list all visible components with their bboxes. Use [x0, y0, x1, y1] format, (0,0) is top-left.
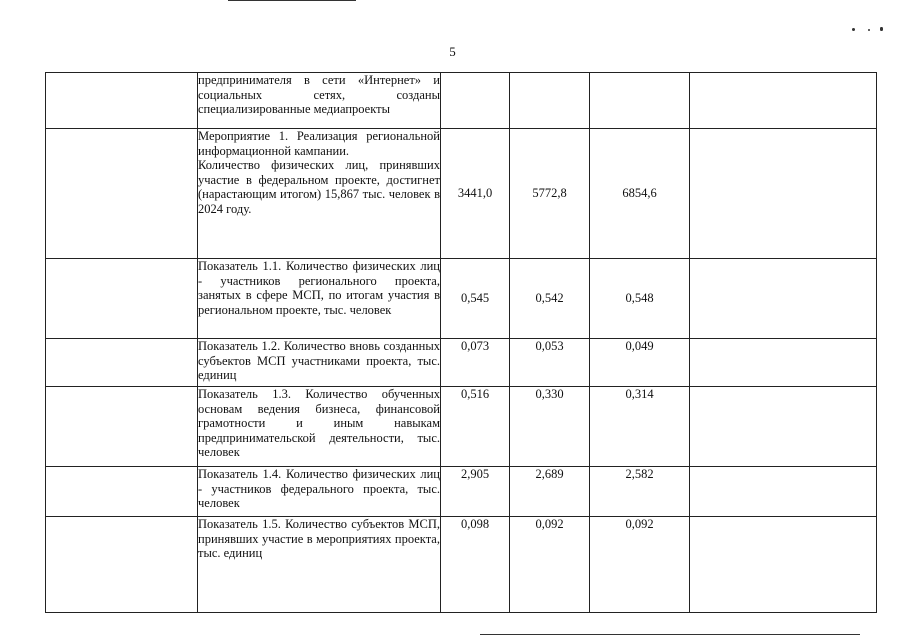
- empty-cell: [46, 73, 198, 129]
- value-cell: 0,314: [590, 387, 690, 467]
- row-description: Показатель 1.2. Количество вновь созданных субъектов МСП участниками проекта, тыс. единиц: [198, 339, 441, 387]
- value-cell: 3441,0: [441, 129, 510, 259]
- scan-dot: [852, 28, 855, 31]
- value-cell: 0,073: [441, 339, 510, 387]
- value-cell: 0,548: [590, 259, 690, 339]
- value-cell: 0,053: [510, 339, 590, 387]
- empty-cell: [46, 387, 198, 467]
- budget-table: [45, 72, 877, 613]
- value-cell: 0,092: [590, 517, 690, 613]
- table-row: [46, 339, 877, 387]
- value-cell: 6854,6: [590, 129, 690, 259]
- scan-dot: [868, 29, 870, 31]
- empty-cell: [690, 467, 877, 517]
- value-cell: [590, 73, 690, 129]
- empty-cell: [690, 387, 877, 467]
- row-description: предпринимателя в сети «Интернет» и социальных сетях, созданы специализированные медиапроекты: [198, 73, 441, 129]
- value-cell: [441, 73, 510, 129]
- value-cell: 0,516: [441, 387, 510, 467]
- event-target: Количество физических лиц, принявших участие в федеральном проекте, достигнет (нарастающим итогом) 15,867 тыс. человек в 2024 году.: [198, 158, 440, 216]
- row-description: [198, 129, 441, 259]
- table-row: [46, 129, 877, 259]
- empty-cell: [46, 259, 198, 339]
- value-cell: 0,542: [510, 259, 590, 339]
- table-row: [46, 259, 877, 339]
- row-description: Показатель 1.4. Количество физических лиц - участников федерального проекта, тыс. человек: [198, 467, 441, 517]
- value-cell: 0,049: [590, 339, 690, 387]
- empty-cell: [46, 517, 198, 613]
- table-row: [46, 73, 877, 129]
- table-row: [46, 467, 877, 517]
- scan-dot: [880, 27, 883, 31]
- row-description: Показатель 1.5. Количество субъектов МСП, принявших участие в мероприятиях проекта, тыс. единиц: [198, 517, 441, 613]
- empty-cell: [690, 517, 877, 613]
- scan-line-bottom: [480, 634, 860, 635]
- value-cell: 5772,8: [510, 129, 590, 259]
- empty-cell: [690, 339, 877, 387]
- row-description: Показатель 1.1. Количество физических лиц - участников регионального проекта, занятых в сфере МСП, по итогам участия в региональном проекте, тыс. человек: [198, 259, 441, 339]
- event-title: Мероприятие 1. Реализация региональной информационной кампании.: [198, 129, 440, 158]
- empty-cell: [46, 339, 198, 387]
- value-cell: 2,582: [590, 467, 690, 517]
- table-row: [46, 387, 877, 467]
- value-cell: [510, 73, 590, 129]
- empty-cell: [690, 73, 877, 129]
- value-cell: 0,545: [441, 259, 510, 339]
- value-cell: 0,092: [510, 517, 590, 613]
- scan-line-top: [228, 0, 356, 1]
- empty-cell: [46, 467, 198, 517]
- row-description: Показатель 1.3. Количество обученных основам ведения бизнеса, финансовой грамотности и иным навыкам предпринимательской деятельности, тыс. человек: [198, 387, 441, 467]
- table-row: [46, 517, 877, 613]
- value-cell: 0,098: [441, 517, 510, 613]
- empty-cell: [690, 129, 877, 259]
- page-number: 5: [449, 44, 456, 59]
- value-cell: 2,905: [441, 467, 510, 517]
- value-cell: 0,330: [510, 387, 590, 467]
- empty-cell: [690, 259, 877, 339]
- value-cell: 2,689: [510, 467, 590, 517]
- empty-cell: [46, 129, 198, 259]
